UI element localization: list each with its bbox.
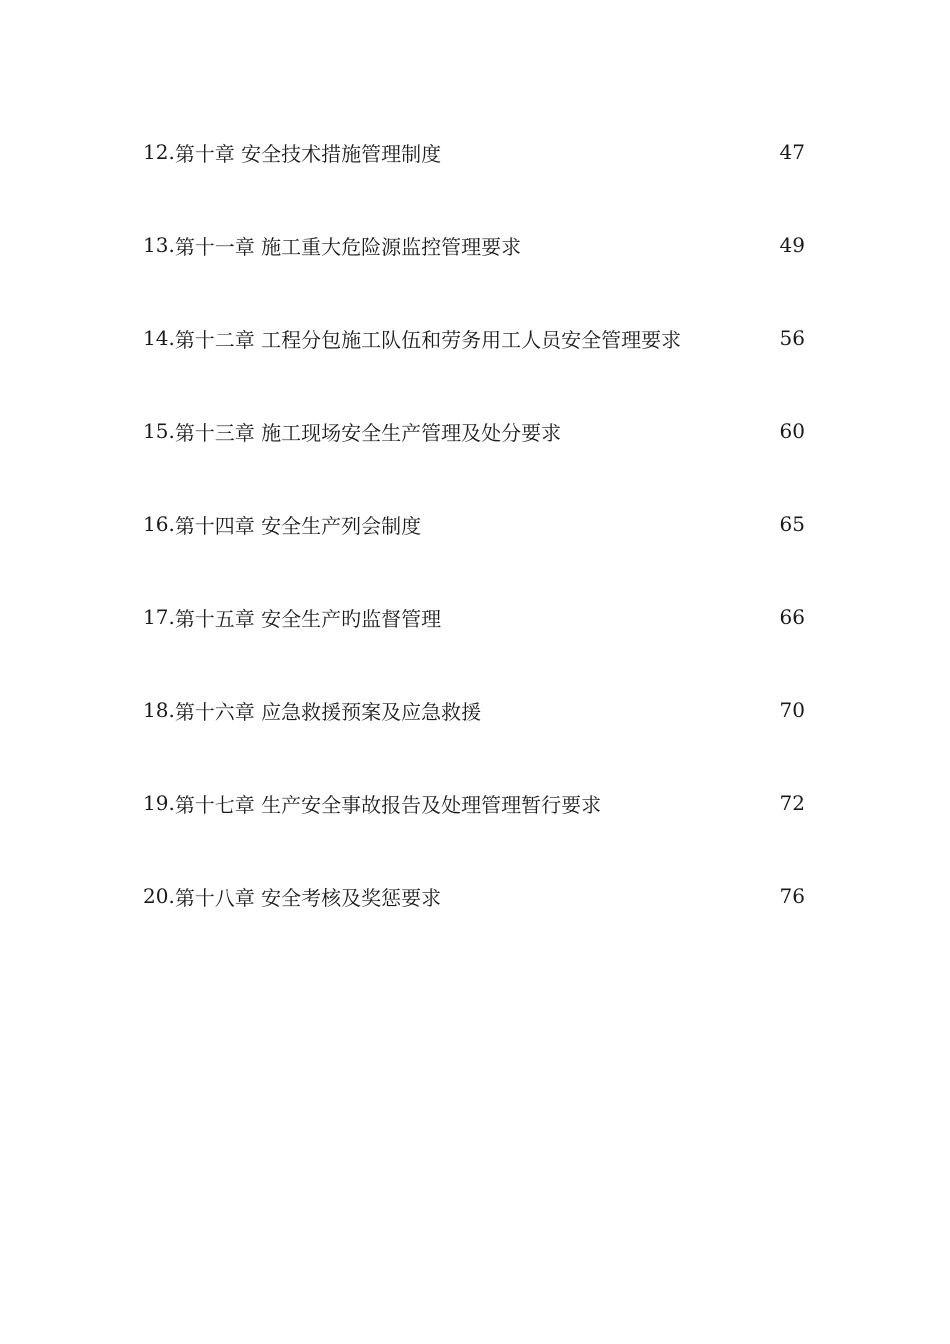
toc-entry-page: 65 — [779, 512, 805, 536]
toc-entry-title-text: 安全生产旳监督管理 — [261, 606, 442, 631]
toc-entry-number: 12. — [143, 140, 175, 164]
toc-entry[interactable] — [143, 136, 805, 168]
toc-entry-title-text: 施工重大危险源监控管理要求 — [261, 234, 522, 259]
table-of-contents — [143, 136, 805, 973]
toc-entry-number: 20. — [143, 884, 175, 908]
toc-entry-title — [143, 882, 441, 911]
toc-entry-chapter: 第十六章 — [174, 699, 255, 724]
toc-entry-chapter: 第十一章 — [174, 234, 255, 259]
toc-entry-number: 19. — [143, 791, 175, 815]
toc-entry-page: 72 — [779, 791, 805, 815]
toc-entry-page: 47 — [779, 140, 805, 164]
toc-entry-page: 70 — [779, 698, 805, 722]
toc-entry-chapter: 第十五章 — [174, 606, 255, 631]
toc-entry-title-text: 应急救援预案及应急救援 — [261, 699, 482, 724]
toc-entry[interactable] — [143, 508, 805, 540]
toc-entry-number: 17. — [143, 605, 175, 629]
toc-entry-page: 76 — [779, 884, 805, 908]
toc-entry-title — [143, 417, 561, 446]
toc-entry-page: 56 — [779, 326, 805, 350]
toc-entry[interactable] — [143, 322, 805, 354]
toc-entry-chapter: 第十三章 — [174, 420, 255, 445]
toc-entry-title-text: 安全考核及奖惩要求 — [261, 885, 442, 910]
toc-entry-title-text: 施工现场安全生产管理及处分要求 — [261, 420, 562, 445]
toc-entry[interactable] — [143, 601, 805, 633]
toc-entry-chapter: 第十七章 — [174, 792, 255, 817]
toc-entry-chapter: 第十章 — [174, 141, 235, 166]
toc-entry[interactable] — [143, 787, 805, 819]
toc-entry[interactable] — [143, 229, 805, 261]
toc-entry-number: 16. — [143, 512, 175, 536]
toc-entry-page: 60 — [779, 419, 805, 443]
toc-entry-chapter: 第十八章 — [174, 885, 255, 910]
toc-entry-number: 15. — [143, 419, 175, 443]
toc-entry-title — [143, 510, 421, 539]
toc-entry-title — [143, 324, 681, 353]
toc-entry-title-text: 安全技术措施管理制度 — [241, 141, 442, 166]
toc-entry-number: 14. — [143, 326, 175, 350]
toc-entry-page: 66 — [779, 605, 805, 629]
toc-entry[interactable] — [143, 694, 805, 726]
toc-entry-title — [143, 603, 441, 632]
toc-entry-title — [143, 138, 441, 167]
toc-entry-number: 18. — [143, 698, 175, 722]
toc-entry-title — [143, 231, 521, 260]
toc-entry-chapter: 第十二章 — [174, 327, 255, 352]
toc-entry[interactable] — [143, 880, 805, 912]
toc-entry-title-text: 安全生产列会制度 — [261, 513, 422, 538]
toc-entry[interactable] — [143, 415, 805, 447]
toc-entry-title — [143, 696, 481, 725]
toc-entry-title-text: 工程分包施工队伍和劳务用工人员安全管理要求 — [261, 327, 682, 352]
toc-entry-number: 13. — [143, 233, 175, 257]
toc-entry-title-text: 生产安全事故报告及处理管理暂行要求 — [261, 792, 602, 817]
toc-entry-page: 49 — [779, 233, 805, 257]
toc-entry-chapter: 第十四章 — [174, 513, 255, 538]
toc-entry-title — [143, 789, 601, 818]
